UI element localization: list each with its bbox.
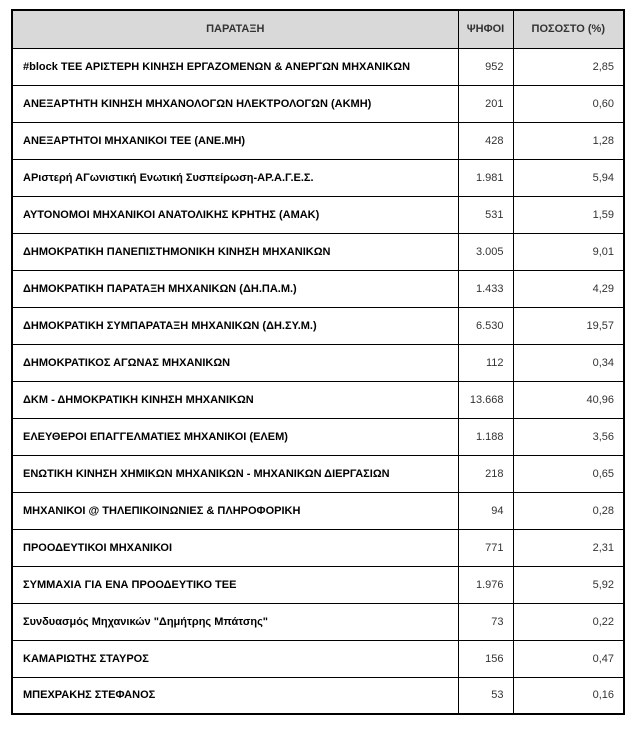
party-name-cell: ΔΗΜΟΚΡΑΤΙΚΗ ΣΥΜΠΑΡΑΤΑΞΗ ΜΗΧΑΝΙΚΩΝ (ΔΗ.ΣΥ.Μ.) xyxy=(12,307,458,344)
party-name-cell: ΚΑΜΑΡΙΩΤΗΣ ΣΤΑΥΡΟΣ xyxy=(12,640,458,677)
votes-cell: 1.981 xyxy=(458,159,513,196)
table-row xyxy=(12,418,624,455)
table-row xyxy=(12,85,624,122)
table-row xyxy=(12,677,624,714)
party-name-cell: ΜΗΧΑΝΙΚΟΙ @ ΤΗΛΕΠΙΚΟΙΝΩΝΙΕΣ & ΠΛΗΡΟΦΟΡΙΚΗ xyxy=(12,492,458,529)
table-row xyxy=(12,603,624,640)
percent-cell: 5,94 xyxy=(513,159,624,196)
table-row xyxy=(12,455,624,492)
table-row xyxy=(12,270,624,307)
table-row xyxy=(12,640,624,677)
votes-cell: 94 xyxy=(458,492,513,529)
percent-cell: 1,28 xyxy=(513,122,624,159)
percent-cell: 0,28 xyxy=(513,492,624,529)
percent-cell: 0,65 xyxy=(513,455,624,492)
percent-cell: 0,16 xyxy=(513,677,624,714)
votes-cell: 13.668 xyxy=(458,381,513,418)
percent-cell: 2,31 xyxy=(513,529,624,566)
votes-cell: 218 xyxy=(458,455,513,492)
results-table xyxy=(11,9,625,715)
party-name-cell: ΑΝΕΞΑΡΤΗΤΗ ΚΙΝΗΣΗ ΜΗΧΑΝΟΛΟΓΩΝ ΗΛΕΚΤΡΟΛΟΓΩΝ (ΑΚΜΗ) xyxy=(12,85,458,122)
party-name-cell: ΠΡΟΟΔΕΥΤΙΚΟΙ ΜΗΧΑΝΙΚΟΙ xyxy=(12,529,458,566)
party-name-cell: ΔΗΜΟΚΡΑΤΙΚΗ ΠΑΝΕΠΙΣΤΗΜΟΝΙΚΗ ΚΙΝΗΣΗ ΜΗΧΑΝΙΚΩΝ xyxy=(12,233,458,270)
percent-cell: 0,34 xyxy=(513,344,624,381)
party-name-cell: ΕΛΕΥΘΕΡΟΙ ΕΠΑΓΓΕΛΜΑΤΙΕΣ ΜΗΧΑΝΙΚΟΙ (ΕΛΕΜ) xyxy=(12,418,458,455)
votes-cell: 1.188 xyxy=(458,418,513,455)
table-row xyxy=(12,233,624,270)
party-name-cell: ΔΗΜΟΚΡΑΤΙΚΟΣ ΑΓΩΝΑΣ ΜΗΧΑΝΙΚΩΝ xyxy=(12,344,458,381)
election-results-container xyxy=(11,9,625,715)
party-name-cell: ΜΠΕΧΡΑΚΗΣ ΣΤΕΦΑΝΟΣ xyxy=(12,677,458,714)
table-row xyxy=(12,48,624,85)
party-name-cell: ΣΥΜΜΑΧΙΑ ΓΙΑ ΕΝΑ ΠΡΟΟΔΕΥΤΙΚΟ ΤΕΕ xyxy=(12,566,458,603)
votes-cell: 952 xyxy=(458,48,513,85)
votes-cell: 53 xyxy=(458,677,513,714)
votes-cell: 112 xyxy=(458,344,513,381)
party-name-cell: ΑΡιστερή ΑΓωνιστική Ενωτική Συσπείρωση-ΑΡ.Α.Γ.Ε.Σ. xyxy=(12,159,458,196)
party-name-cell: ΔΗΜΟΚΡΑΤΙΚΗ ΠΑΡΑΤΑΞΗ ΜΗΧΑΝΙΚΩΝ (ΔΗ.ΠΑ.Μ.) xyxy=(12,270,458,307)
results-table-body xyxy=(12,48,624,714)
percent-cell: 0,47 xyxy=(513,640,624,677)
percent-cell: 0,60 xyxy=(513,85,624,122)
table-row xyxy=(12,344,624,381)
percent-cell: 1,59 xyxy=(513,196,624,233)
table-row xyxy=(12,159,624,196)
percent-cell: 0,22 xyxy=(513,603,624,640)
column-header-percent: ΠΟΣΟΣΤΟ (%) xyxy=(513,10,624,48)
party-name-cell: Συνδυασμός Μηχανικών "Δημήτρης Μπάτσης" xyxy=(12,603,458,640)
votes-cell: 531 xyxy=(458,196,513,233)
table-row xyxy=(12,566,624,603)
percent-cell: 3,56 xyxy=(513,418,624,455)
votes-cell: 3.005 xyxy=(458,233,513,270)
column-header-votes: ΨΗΦΟΙ xyxy=(458,10,513,48)
votes-cell: 156 xyxy=(458,640,513,677)
table-row xyxy=(12,122,624,159)
column-header-party: ΠΑΡΑΤΑΞΗ xyxy=(12,10,458,48)
percent-cell: 5,92 xyxy=(513,566,624,603)
party-name-cell: ΔΚΜ - ΔΗΜΟΚΡΑΤΙΚΗ ΚΙΝΗΣΗ ΜΗΧΑΝΙΚΩΝ xyxy=(12,381,458,418)
votes-cell: 1.976 xyxy=(458,566,513,603)
votes-cell: 6.530 xyxy=(458,307,513,344)
votes-cell: 428 xyxy=(458,122,513,159)
results-table-header xyxy=(12,10,624,48)
party-name-cell: ΕΝΩΤΙΚΗ ΚΙΝΗΣΗ ΧΗΜΙΚΩΝ ΜΗΧΑΝΙΚΩΝ - ΜΗΧΑΝΙΚΩΝ ΔΙΕΡΓΑΣΙΩΝ xyxy=(12,455,458,492)
percent-cell: 4,29 xyxy=(513,270,624,307)
party-name-cell: ΑΝΕΞΑΡΤΗΤΟΙ ΜΗΧΑΝΙΚΟΙ ΤΕΕ (ΑΝΕ.ΜΗ) xyxy=(12,122,458,159)
votes-cell: 73 xyxy=(458,603,513,640)
header-row xyxy=(12,10,624,48)
votes-cell: 771 xyxy=(458,529,513,566)
table-row xyxy=(12,381,624,418)
table-row xyxy=(12,529,624,566)
votes-cell: 201 xyxy=(458,85,513,122)
percent-cell: 2,85 xyxy=(513,48,624,85)
percent-cell: 19,57 xyxy=(513,307,624,344)
percent-cell: 40,96 xyxy=(513,381,624,418)
percent-cell: 9,01 xyxy=(513,233,624,270)
table-row xyxy=(12,307,624,344)
table-row xyxy=(12,196,624,233)
party-name-cell: #block ΤΕΕ ΑΡΙΣΤΕΡΗ ΚΙΝΗΣΗ ΕΡΓΑΖΟΜΕΝΩΝ & ΑΝΕΡΓΩΝ ΜΗΧΑΝΙΚΩΝ xyxy=(12,48,458,85)
votes-cell: 1.433 xyxy=(458,270,513,307)
party-name-cell: ΑΥΤΟΝΟΜΟΙ ΜΗΧΑΝΙΚΟΙ ΑΝΑΤΟΛΙΚΗΣ ΚΡΗΤΗΣ (ΑΜΑΚ) xyxy=(12,196,458,233)
table-row xyxy=(12,492,624,529)
